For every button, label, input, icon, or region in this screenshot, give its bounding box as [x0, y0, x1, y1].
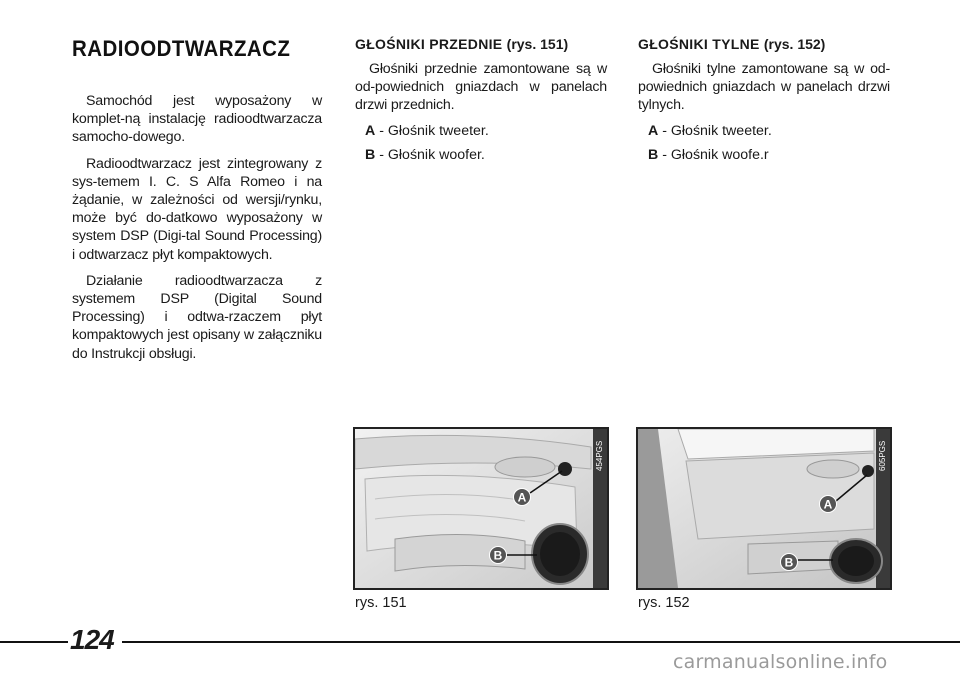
figure-reference: (rys. 152) — [763, 36, 826, 52]
legend-item — [355, 123, 607, 139]
figure-caption: rys. 152 — [638, 595, 690, 611]
legend-key: B — [365, 146, 376, 163]
legend-text: - Głośnik woofe.r — [662, 146, 769, 163]
callout-b: B — [493, 548, 503, 563]
figure-code: 454PGS — [595, 440, 604, 471]
paragraph: Radioodtwarzacz jest zintegrowany z sys-temem I. C. S Alfa Romeo i na żądanie, w zależności od wersji/rynku, może być do-datkowo wyposażony w system DSP (Digi-tal Sound Processing) i odtwarzacz płyt kompaktowych. — [72, 155, 322, 263]
section-heading — [355, 36, 607, 52]
paragraph: Głośniki tylne zamontowane są w od-powiednich gniazdach w panelach drzwi tylnych. — [638, 61, 890, 114]
paragraph: Samochód jest wyposażony w komplet-ną instalację radioodtwarzacza samocho-dowego. — [72, 93, 322, 146]
paragraph: Głośniki przednie zamontowane są w od-powiednich gniazdach w panelach drzwi przednich. — [355, 61, 607, 114]
figure-reference: (rys. 151) — [506, 36, 569, 52]
paragraph: Działanie radioodtwarzacza z systemem DSP (Digital Sound Processing) i odtwa-rzaczem płyt kompaktowych jest opisany w załączniku do Instrukcji obsługi. — [72, 272, 322, 362]
legend-key: A — [648, 122, 659, 139]
rear-speakers-section — [638, 36, 890, 171]
section-title: GŁOŚNIKI TYLNE — [638, 36, 760, 52]
footer-rule — [0, 641, 68, 643]
watermark: carmanualsonline.info — [673, 651, 888, 673]
legend-text: - Głośnik tweeter. — [379, 122, 489, 139]
rear-door-illustration — [638, 429, 890, 588]
tweeter-speaker — [862, 465, 874, 477]
section-title: GŁOŚNIKI PRZEDNIE — [355, 36, 503, 52]
legend-item — [638, 147, 890, 163]
legend-key: A — [365, 122, 376, 139]
figure-front-door — [353, 427, 609, 590]
page-number: 124 — [70, 624, 114, 655]
legend-key: B — [648, 146, 659, 163]
footer-rule — [122, 641, 960, 643]
tweeter-speaker — [558, 462, 572, 476]
legend-item — [638, 123, 890, 139]
front-speakers-section — [355, 36, 607, 171]
figure-caption: rys. 151 — [355, 595, 407, 611]
page-title: RADIOODTWARZACZ — [72, 36, 291, 61]
left-column — [72, 36, 322, 371]
legend-item — [355, 147, 607, 163]
section-heading — [638, 36, 890, 52]
figure-rear-door — [636, 427, 892, 590]
callout-b: B — [784, 555, 794, 570]
legend-text: - Głośnik woofer. — [379, 146, 485, 163]
front-door-illustration — [355, 429, 607, 588]
legend-text: - Głośnik tweeter. — [662, 122, 772, 139]
callout-a: A — [823, 497, 833, 512]
figure-code: 605PGS — [878, 440, 887, 471]
callout-a: A — [517, 490, 527, 505]
